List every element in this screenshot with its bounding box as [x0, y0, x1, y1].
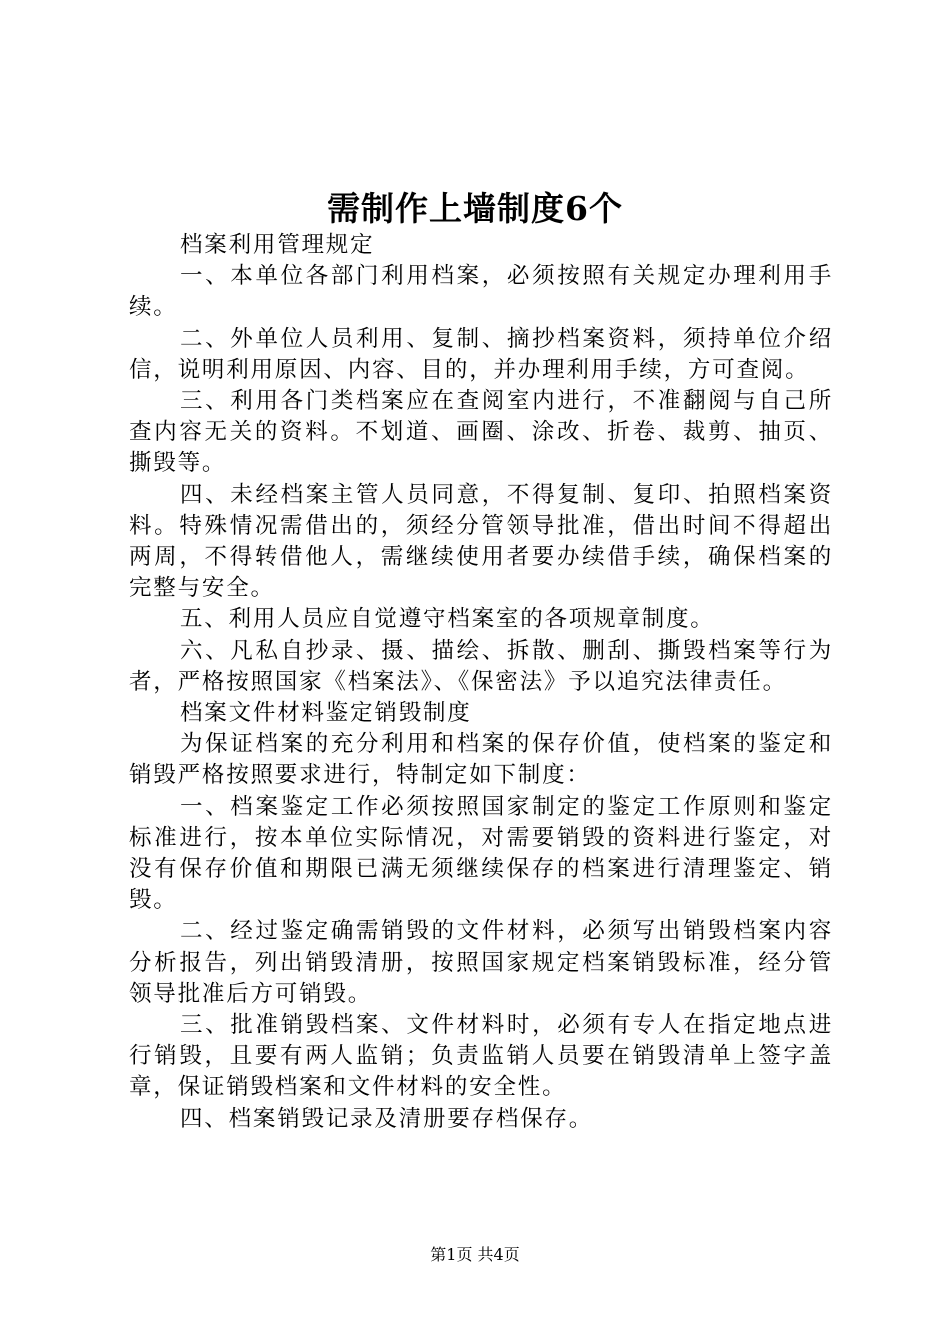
paragraph: 三、批准销毁档案、文件材料时，必须有专人在指定地点进行销毁，且要有两人监销；负责监销人员要在销毁清单上签字盖章，保证销毁档案和文件材料的安全性。 — [129, 1012, 833, 1101]
document-title: 需制作上墙制度6个 — [327, 189, 623, 228]
paragraph: 六、凡私自抄录、摄、描绘、拆散、删刮、撕毁档案等行为者，严格按照国家《档案法》、《保密法》予以追究法律责任。 — [129, 637, 833, 695]
section-heading-appraisal-destruction: 档案文件材料鉴定销毁制度 — [180, 700, 472, 727]
section-heading-archive-use: 档案利用管理规定 — [180, 232, 375, 258]
page-number-footer: 第1页 共4页 — [430, 1245, 520, 1264]
paragraph: 为保证档案的充分利用和档案的保存价值，使档案的鉴定和销毁严格按照要求进行，特制定如下制度： — [129, 731, 833, 789]
paragraph: 五、利用人员应自觉遵守档案室的各项规章制度。 — [180, 606, 715, 633]
paragraph: 二、经过鉴定确需销毁的文件材料，必须写出销毁档案内容分析报告，列出销毁清册，按照国家规定档案销毁标准，经分管领导批准后方可销毁。 — [129, 918, 833, 1007]
paragraph: 一、本单位各部门利用档案，必须按照有关规定办理利用手续。 — [129, 263, 833, 321]
paragraph: 一、档案鉴定工作必须按照国家制定的鉴定工作原则和鉴定标准进行，按本单位实际情况，对需要销毁的资料进行鉴定，对没有保存价值和期限已满无须继续保存的档案进行清理鉴定、销毁。 — [129, 793, 833, 914]
paragraph: 三、利用各门类档案应在查阅室内进行，不准翻阅与自己所查内容无关的资料。不划道、画圈、涂改、折卷、裁剪、抽页、撕毁等。 — [129, 388, 833, 477]
paragraph: 二、外单位人员利用、复制、摘抄档案资料，须持单位介绍信，说明利用原因、内容、目的，并办理利用手续，方可查阅。 — [129, 325, 833, 383]
document-body — [129, 230, 833, 1135]
paragraph: 四、档案销毁记录及清册要存档保存。 — [180, 1105, 594, 1132]
paragraph: 四、未经档案主管人员同意，不得复制、复印、拍照档案资料。特殊情况需借出的，须经分管领导批准，借出时间不得超出两周，不得转借他人，需继续使用者要办续借手续，确保档案的完整与安全。 — [129, 481, 833, 602]
